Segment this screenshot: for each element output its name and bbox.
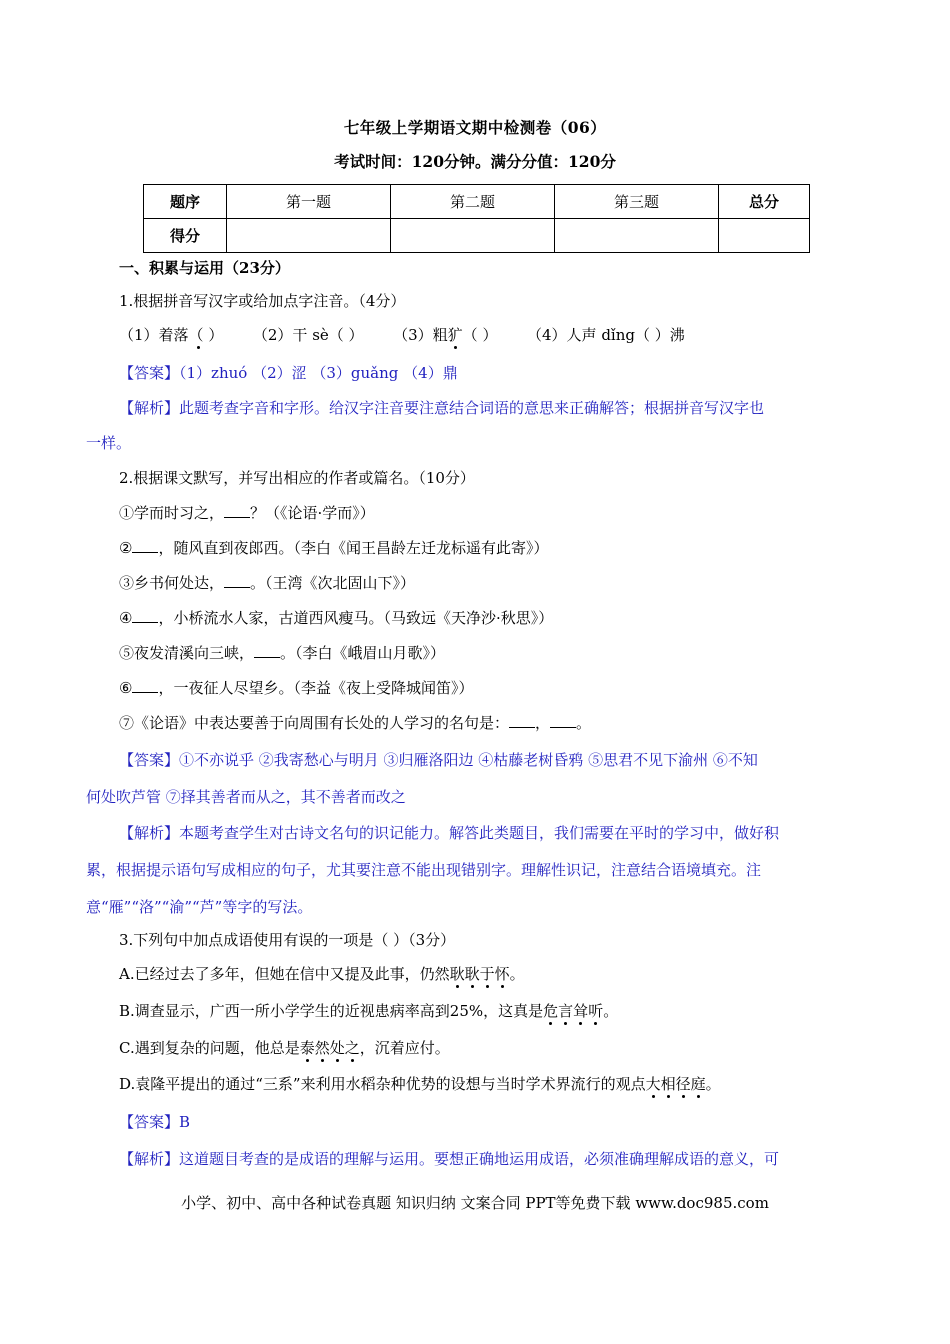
table-header-cell: 第一题 [227, 185, 391, 219]
dotted-char: 怀 [494, 965, 510, 983]
option-a [119, 964, 525, 984]
answer-text: 何处吹芦管 ⑦择其善者而从之，其不善者而改之 [86, 788, 406, 806]
dotted-char: 相 [660, 1075, 676, 1093]
dotted-char: 庭 [690, 1075, 706, 1093]
item-text: ③乡书何处达， [119, 574, 225, 592]
option-c [119, 1038, 450, 1058]
dotted-char: 处 [329, 1039, 345, 1057]
score-cell [227, 219, 391, 253]
question-stem: 2.根据课文默写，并写出相应的作者或篇名。（10分） [119, 469, 475, 487]
item-text: A.已经过去了多年，但她在信中又提及此事，仍然 [119, 965, 450, 983]
score-cell [555, 219, 719, 253]
analysis-text: 一样。 [86, 434, 132, 452]
dotted-char: 之 [344, 1039, 360, 1057]
dotted-char: 耿 [464, 965, 480, 983]
item-text: 。 [603, 1002, 619, 1020]
item-text: （2）干 sè（ ） [252, 326, 364, 344]
option-b [119, 1001, 618, 1021]
fill-blank [550, 713, 576, 728]
score-cell [719, 219, 810, 253]
item-text: ，一夜征人尽望乡。（李益《夜上受降城闻笛》） [158, 679, 474, 697]
dotted-char: 落（ ） [173, 326, 224, 344]
page-subtitle: 考试时间：120分钟。满分分值：120分 [334, 152, 616, 171]
list-item [119, 538, 548, 558]
dotted-char: 言 [558, 1002, 574, 1020]
item-text: （4）人声 dǐng（ ）沸 [527, 326, 685, 344]
item-text: 。 [576, 714, 592, 732]
answer-text: 【答案】①不亦说乎 ②我寄愁心与明月 ③归雁洛阳边 ④枯藤老树昏鸦 ⑤思君不见下渝州 ⑥不知 [119, 751, 758, 769]
item-text: B.调查显示，广西一所小学学生的近视患病率高到25%，这真是 [119, 1002, 544, 1020]
item-text: ？（《论语·学而》） [250, 504, 375, 522]
item-text: ①学而时习之， [119, 504, 225, 522]
list-item [119, 713, 591, 733]
item-text: ④ [119, 609, 133, 627]
option-d [119, 1074, 721, 1094]
item-text: ⑥ [119, 679, 133, 697]
score-table [143, 184, 810, 253]
list-item [119, 573, 415, 593]
item-text: ，小桥流水人家，古道西风瘦马。（马致远《天净沙·秋思》） [158, 609, 554, 627]
item-text: ， [535, 714, 551, 732]
item-text: ，沉着应付。 [359, 1039, 450, 1057]
list-item [119, 503, 375, 523]
item-text: ，随风直到夜郎西。（李白《闻王昌龄左迁龙标遥有此寄》） [158, 539, 549, 557]
dotted-char: 径 [675, 1075, 691, 1093]
item-text: ⑦《论语》中表达要善于向周围有长处的人学习的名句是： [119, 714, 510, 732]
page-footer: 小学、初中、高中各种试卷真题 知识归纳 文案合同 PPT等免费下载 www.doc985.com [181, 1194, 769, 1212]
fill-blank [509, 713, 535, 728]
question-stem: 1.根据拼音写汉字或给加点字注音。（4分） [119, 292, 406, 310]
dotted-char: 耿 [449, 965, 465, 983]
item-text: （1）着 [119, 326, 174, 344]
item-text: 。（王湾《次北固山下》） [250, 574, 416, 592]
fill-blank [224, 503, 250, 518]
list-item [119, 608, 553, 628]
fill-blank [254, 643, 280, 658]
item-text: （ ） [462, 326, 498, 344]
analysis-text: 【解析】本题考查学生对古诗文名句的识记能力。解答此类题目，我们需要在平时的学习中，做好积 [119, 824, 780, 842]
table-row [144, 219, 810, 253]
item-text: D.袁隆平提出的通过“三系”来利用水稻杂种优势的设想与当时学术界流行的观点 [119, 1075, 646, 1093]
score-cell [391, 219, 555, 253]
item-text: 。 [705, 1075, 721, 1093]
analysis-text: 累，根据提示语句写成相应的句子，尤其要注意不能出现错别字。理解性识记，注意结合语境填充。注 [86, 861, 762, 879]
dotted-char: 听 [588, 1002, 604, 1020]
question-items [119, 325, 685, 345]
item-text: 。（李白《峨眉山月歌》） [280, 644, 446, 662]
analysis-text: 【解析】此题考查字音和字形。给汉字注音要注意结合词语的意思来正确解答；根据拼音写汉字也 [119, 399, 765, 417]
list-item [119, 643, 445, 663]
dotted-char: 耸 [573, 1002, 589, 1020]
dotted-char: 大 [645, 1075, 661, 1093]
answer-text: 【答案】B [119, 1113, 191, 1131]
page-title: 七年级上学期语文期中检测卷（06） [343, 118, 607, 137]
list-item [119, 678, 473, 698]
dotted-char: 犷 [447, 326, 463, 344]
dotted-char: 于 [479, 965, 495, 983]
table-row [144, 185, 810, 219]
table-header-cell: 第二题 [391, 185, 555, 219]
dotted-char: 然 [314, 1039, 330, 1057]
dotted-char: 危 [543, 1002, 559, 1020]
table-header-cell: 总分 [719, 185, 810, 219]
analysis-text: 【解析】这道题目考查的是成语的理解与运用。要想正确地运用成语，必须准确理解成语的意义，可 [119, 1150, 780, 1168]
item-text: ⑤夜发清溪向三峡， [119, 644, 255, 662]
table-row-label: 得分 [144, 219, 227, 253]
fill-blank [224, 573, 250, 588]
table-header-cell: 第三题 [555, 185, 719, 219]
item-text: C.遇到复杂的问题，他总是 [119, 1039, 300, 1057]
question-stem: 3.下列句中加点成语使用有误的一项是（ ）（3分） [119, 931, 456, 949]
item-text: （3）粗 [393, 326, 448, 344]
fill-blank [132, 608, 158, 623]
section-heading: 一、积累与运用（23分） [119, 259, 290, 277]
answer-text: 【答案】（1）zhuó （2）涩 （3）guǎng （4）鼎 [119, 364, 458, 382]
table-header-cell: 题序 [144, 185, 227, 219]
analysis-text: 意“雁”“洛”“渝”“芦”等字的写法。 [86, 898, 313, 916]
fill-blank [132, 538, 158, 553]
item-text: 。 [509, 965, 525, 983]
fill-blank [132, 678, 158, 693]
item-text: ② [119, 539, 133, 557]
dotted-char: 泰 [299, 1039, 315, 1057]
